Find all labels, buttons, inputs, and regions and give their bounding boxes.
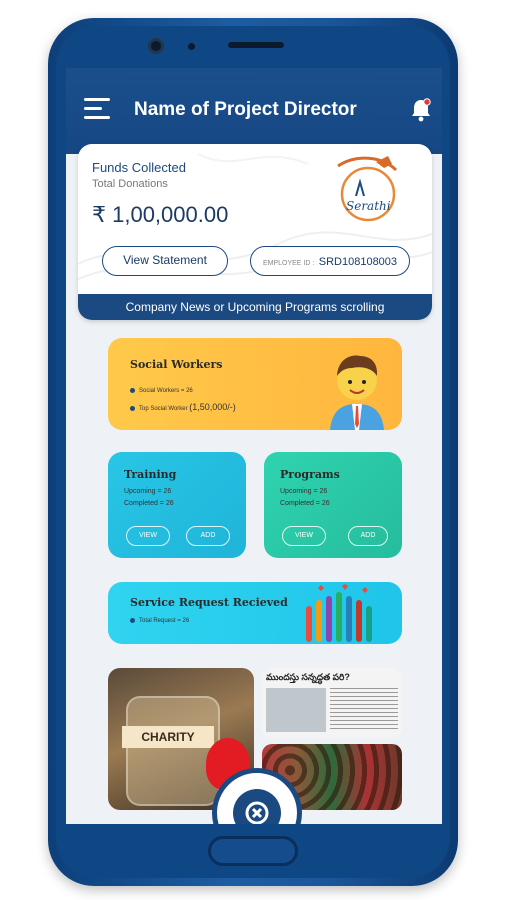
news-ticker[interactable]: Company News or Upcoming Programs scrolling xyxy=(78,294,432,320)
programs-title: Programs xyxy=(280,468,340,481)
helping-hands-icon xyxy=(298,584,382,642)
total-request-count: Total Request = 26 xyxy=(130,618,189,624)
news-clipping-image[interactable] xyxy=(262,668,402,738)
employee-id-chip xyxy=(250,246,410,276)
programs-add-button[interactable]: ADD xyxy=(348,526,388,546)
total-donations-label: Total Donations xyxy=(92,178,168,190)
programs-completed: Completed = 26 xyxy=(280,500,330,507)
bell-icon[interactable] xyxy=(410,98,432,122)
service-request-title: Service Request Recieved xyxy=(130,596,288,609)
training-view-button[interactable]: VIEW xyxy=(126,526,170,546)
employee-id-label: EMPLOYEE ID : xyxy=(262,260,315,267)
social-workers-card[interactable] xyxy=(108,338,402,430)
top-social-worker: Top Social Worker (1,50,000/-) xyxy=(130,402,236,412)
training-add-button[interactable]: ADD xyxy=(186,526,230,546)
training-completed: Completed = 26 xyxy=(124,500,174,507)
programs-view-button[interactable]: VIEW xyxy=(282,526,326,546)
funds-collected-label: Funds Collected xyxy=(92,160,186,175)
training-card xyxy=(108,452,246,558)
app-bar xyxy=(66,68,442,154)
news-headline: ముందస్తు సన్నద్ధత పరి? xyxy=(266,672,350,682)
employee-id-value: SRD108108003 xyxy=(318,256,398,268)
social-workers-title: Social Workers xyxy=(130,358,223,371)
fab-glyph xyxy=(243,799,271,824)
app-screen xyxy=(66,68,442,824)
social-workers-count: Social Workers = 26 xyxy=(130,388,193,394)
charity-label: CHARITY xyxy=(122,726,214,748)
fab-icon xyxy=(233,789,281,824)
front-camera xyxy=(148,38,164,54)
check-dot-icon xyxy=(130,388,135,393)
funds-amount: ₹ 1,00,000.00 xyxy=(92,202,229,227)
home-button[interactable] xyxy=(208,836,298,866)
training-upcoming: Upcoming = 26 xyxy=(124,488,172,495)
sensor xyxy=(188,43,195,50)
news-text-block xyxy=(330,688,398,732)
funds-card xyxy=(78,144,432,320)
page-title: Name of Project Director xyxy=(134,99,357,120)
serathi-logo xyxy=(326,152,406,224)
training-title: Training xyxy=(124,468,177,481)
news-photo xyxy=(266,688,326,732)
view-statement-button[interactable]: View Statement xyxy=(102,246,228,276)
programs-upcoming: Upcoming = 26 xyxy=(280,488,328,495)
worker-avatar-icon xyxy=(326,346,388,430)
menu-icon[interactable] xyxy=(84,98,110,120)
jar-shape xyxy=(126,696,220,806)
check-dot-icon xyxy=(130,406,135,411)
svg-text:Serathi: Serathi xyxy=(346,199,391,213)
service-request-card[interactable] xyxy=(108,582,402,644)
speaker-grille xyxy=(228,42,284,48)
programs-card xyxy=(264,452,402,558)
check-dot-icon xyxy=(130,618,135,623)
